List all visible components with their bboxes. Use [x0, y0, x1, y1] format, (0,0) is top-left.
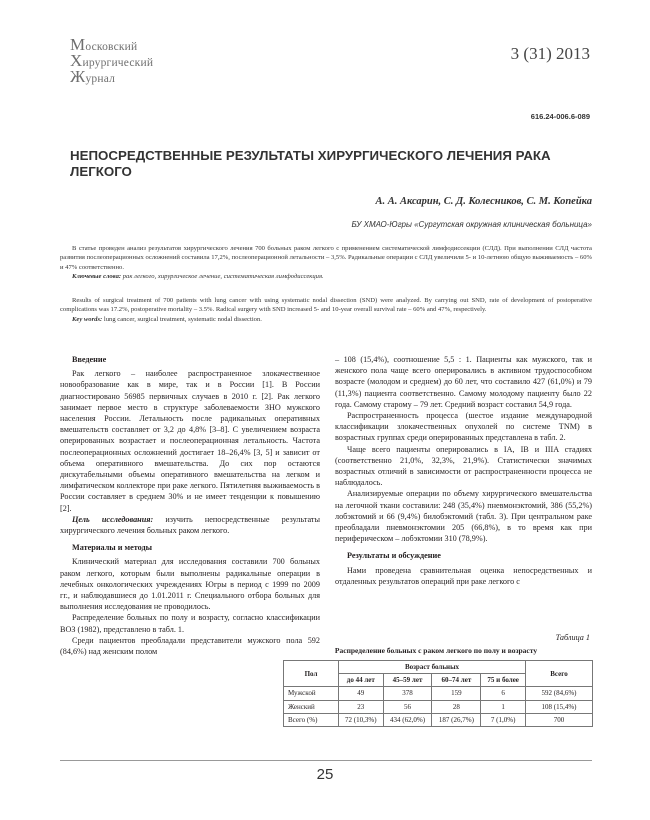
table-number: Таблица 1: [555, 633, 590, 642]
table-cell: 72 (10,3%): [339, 713, 384, 726]
abstract-ru-text: В статье проведен анализ результатов хирургического лечения 700 больных раком легкого с применением систематической лимфодиссекции (СЛД). При выполнении СЛД частота развития послеоперационных осложнений составила 17,2%, послеоперационной летальности – 3,5%. Радикальные операции с СЛД увеличили 5- и 10-летнюю общую выживаемость – 60% и 47% соответственно.: [60, 245, 592, 271]
journal-name-line-2: Хирургический: [70, 51, 154, 70]
article-title: НЕПОСРЕДСТВЕННЫЕ РЕЗУЛЬТАТЫ ХИРУРГИЧЕСКОГО ЛЕЧЕНИЯ РАКА ЛЕГКОГО: [70, 148, 551, 179]
methods-paragraph-3: Среди пациентов преобладали представители мужского пола 592 (84,6%) над женским полом: [60, 635, 320, 657]
table-row: [284, 713, 593, 726]
goal-paragraph: Цель исследования: изучить непосредственные результаты хирургического лечения больных раком легкого.: [60, 514, 320, 536]
heading-results: Результаты и обсуждение: [347, 551, 441, 561]
heading-methods: Материалы и методы: [72, 543, 153, 553]
right-paragraph-3: Чаще всего пациенты оперировались в IA, IB и IIIA стадиях (соответственно 21,0%, 32,3%, 21,9%). Статистически значимых возрастных отличий в зависимости от распространенности процесса не наблюдалось.: [335, 444, 592, 488]
table-cell: 23: [339, 700, 384, 713]
issue-number: 3 (31) 2013: [510, 44, 590, 63]
keywords-ru: Ключевые слова: рак легкого, хирургическое лечение, систематическая лимфодиссекция.: [72, 272, 324, 280]
right-paragraph-2: Распространенность процесса (шестое издание международной классификации злокачественных опухолей по системе TNM) в возрастных группах среди оперированных представлена в табл. 2.: [335, 411, 592, 443]
table-head-age-group: 75 и более: [481, 674, 526, 687]
journal-logo: [70, 35, 180, 88]
table-cell: 1: [481, 700, 526, 713]
footer-divider: [60, 760, 592, 761]
heading-introduction: Введение: [72, 355, 107, 364]
article-affiliation: БУ ХМАО-Югры «Сургутская окружная клиническая больница»: [351, 220, 592, 229]
table-head-age: Возраст больных: [339, 661, 526, 674]
table-cell: 159: [432, 687, 481, 700]
table-cell: 56: [383, 700, 432, 713]
table-cell: 434 (62,0%): [383, 713, 432, 726]
table-head-age-group: до 44 лет: [339, 674, 384, 687]
table-cell: 6: [481, 687, 526, 700]
table-cell-total: 108 (15,4%): [526, 700, 593, 713]
table-row-label: Женский: [284, 700, 339, 713]
table-header-row: [284, 661, 593, 674]
abstract-ru: [60, 244, 592, 281]
table-cell: 28: [432, 700, 481, 713]
results-paragraph: Нами проведена сравнительная оценка непосредственных и отдаленных результатов операций при раке легкого с: [335, 565, 592, 586]
table-cell: 378: [383, 687, 432, 700]
table-row: [284, 687, 593, 700]
journal-name-line-3: Журнал: [70, 67, 116, 86]
methods-paragraph-2: Распределение больных по полу и возрасту, согласно классификации ВОЗ (1982), представлено в табл. 1.: [60, 613, 320, 634]
table-cell: 7 (1,0%): [481, 713, 526, 726]
table-cell: 49: [339, 687, 384, 700]
left-column: [60, 354, 320, 657]
table-row-label: Всего (%): [284, 713, 339, 726]
abstract-en: [60, 296, 592, 324]
intro-paragraph: Рак легкого – наиболее распространенное злокачественное новообразование как в мире, так и в России [1]. В России диагностировано 56985 первичных случаев в 2010 г. [2]. Рак легкого занимает первое место в структуре заболеваемости ЗНО мужского населения России. Летальность после радикальных оперативных вмешательств составляет от 3,2 до 4,8% [3–8]. С увеличением возраста оперированных возрастает и послеоперационная летальность. Частота послеоперационных осложнений достигает 18–26,4% [3, 5] и зависит от объема оперативного вмешательства. До сих пор остаются дискутабельными объемы оперативного вмешательства на легком и лимфатическом коллекторе при раке легкого. Пятилетняя выживаемость в России составляет в среднем 30% и не имеет тенденции к повышению [2].: [60, 369, 320, 513]
table-row: [284, 700, 593, 713]
journal-name-line-1: Московский: [70, 35, 138, 54]
right-paragraph-1: – 108 (15,4%), соотношение 5,5 : 1. Пациенты как мужского, так и женского пола чаще всего оперировались в активном трудоспособном возрасте (молодом и среднем) до 60 лет, что составило 427 (61,0%) и 79 (11,3%) пациента соответственно. Самому молодому пациенту было 22 года. Самому старому – 79 лет. Средний возраст составил 54,9 года.: [335, 355, 592, 409]
table-row-label: Мужской: [284, 687, 339, 700]
table-cell-total: 592 (84,6%): [526, 687, 593, 700]
table-sex-age: [283, 660, 593, 727]
table-title: Распределение больных с раком легкого по полу и возрасту: [334, 646, 538, 655]
methods-paragraph-1: Клинический материал для исследования составили 700 больных раком легкого, которым были выполнены радикальные операции в лечебных онкологических учреждениях Югры в период с 1999 по 2009 гг., и наблюдавшиеся до 1.01.2011 г. Специального отбора больных для выполнения исследования не проводилось.: [60, 557, 320, 612]
abstract-en-text: Results of surgical treatment of 700 patients with lung cancer with using systematic nodal dissection (SND) were analyzed. By carrying out SND, rate of development of postoperative complications was 17.2%, postoperative mortality – 3.5%. Radical surgery with SND increased 5- and 10-year overall survival rate – 60% and 47%, respectively.: [60, 297, 592, 314]
table-head-age-group: 60–74 лет: [432, 674, 481, 687]
table-head-age-group: 45–59 лет: [383, 674, 432, 687]
keywords-en: Key words: lung cancer, surgical treatment, systematic nodal dissection.: [72, 315, 262, 323]
table-cell: 187 (26,7%): [432, 713, 481, 726]
right-paragraph-4: Анализируемые операции по объему хирургического вмешательства на легочной ткани составили: 248 (35,4%) пневмонэктомий, 386 (55,2%) лобэктомий и 66 (9,4%) билобэктомий (табл. 3). При центральном раке преобладали пневмонэктомии 205 (66,8%), в то время как при периферическом – лобэктомии 310 (78,9%).: [335, 489, 592, 544]
page-number: 25: [316, 766, 334, 783]
table-cell-total: 700: [526, 713, 593, 726]
table-head-sex: Пол: [284, 661, 339, 687]
right-column: [335, 354, 592, 587]
table-head-total: Всего: [526, 661, 593, 687]
udk-code: 616.24-006.6-089: [530, 112, 590, 121]
article-authors: А. А. Аксарин, С. Д. Колесников, С. М. Копейка: [375, 196, 592, 207]
